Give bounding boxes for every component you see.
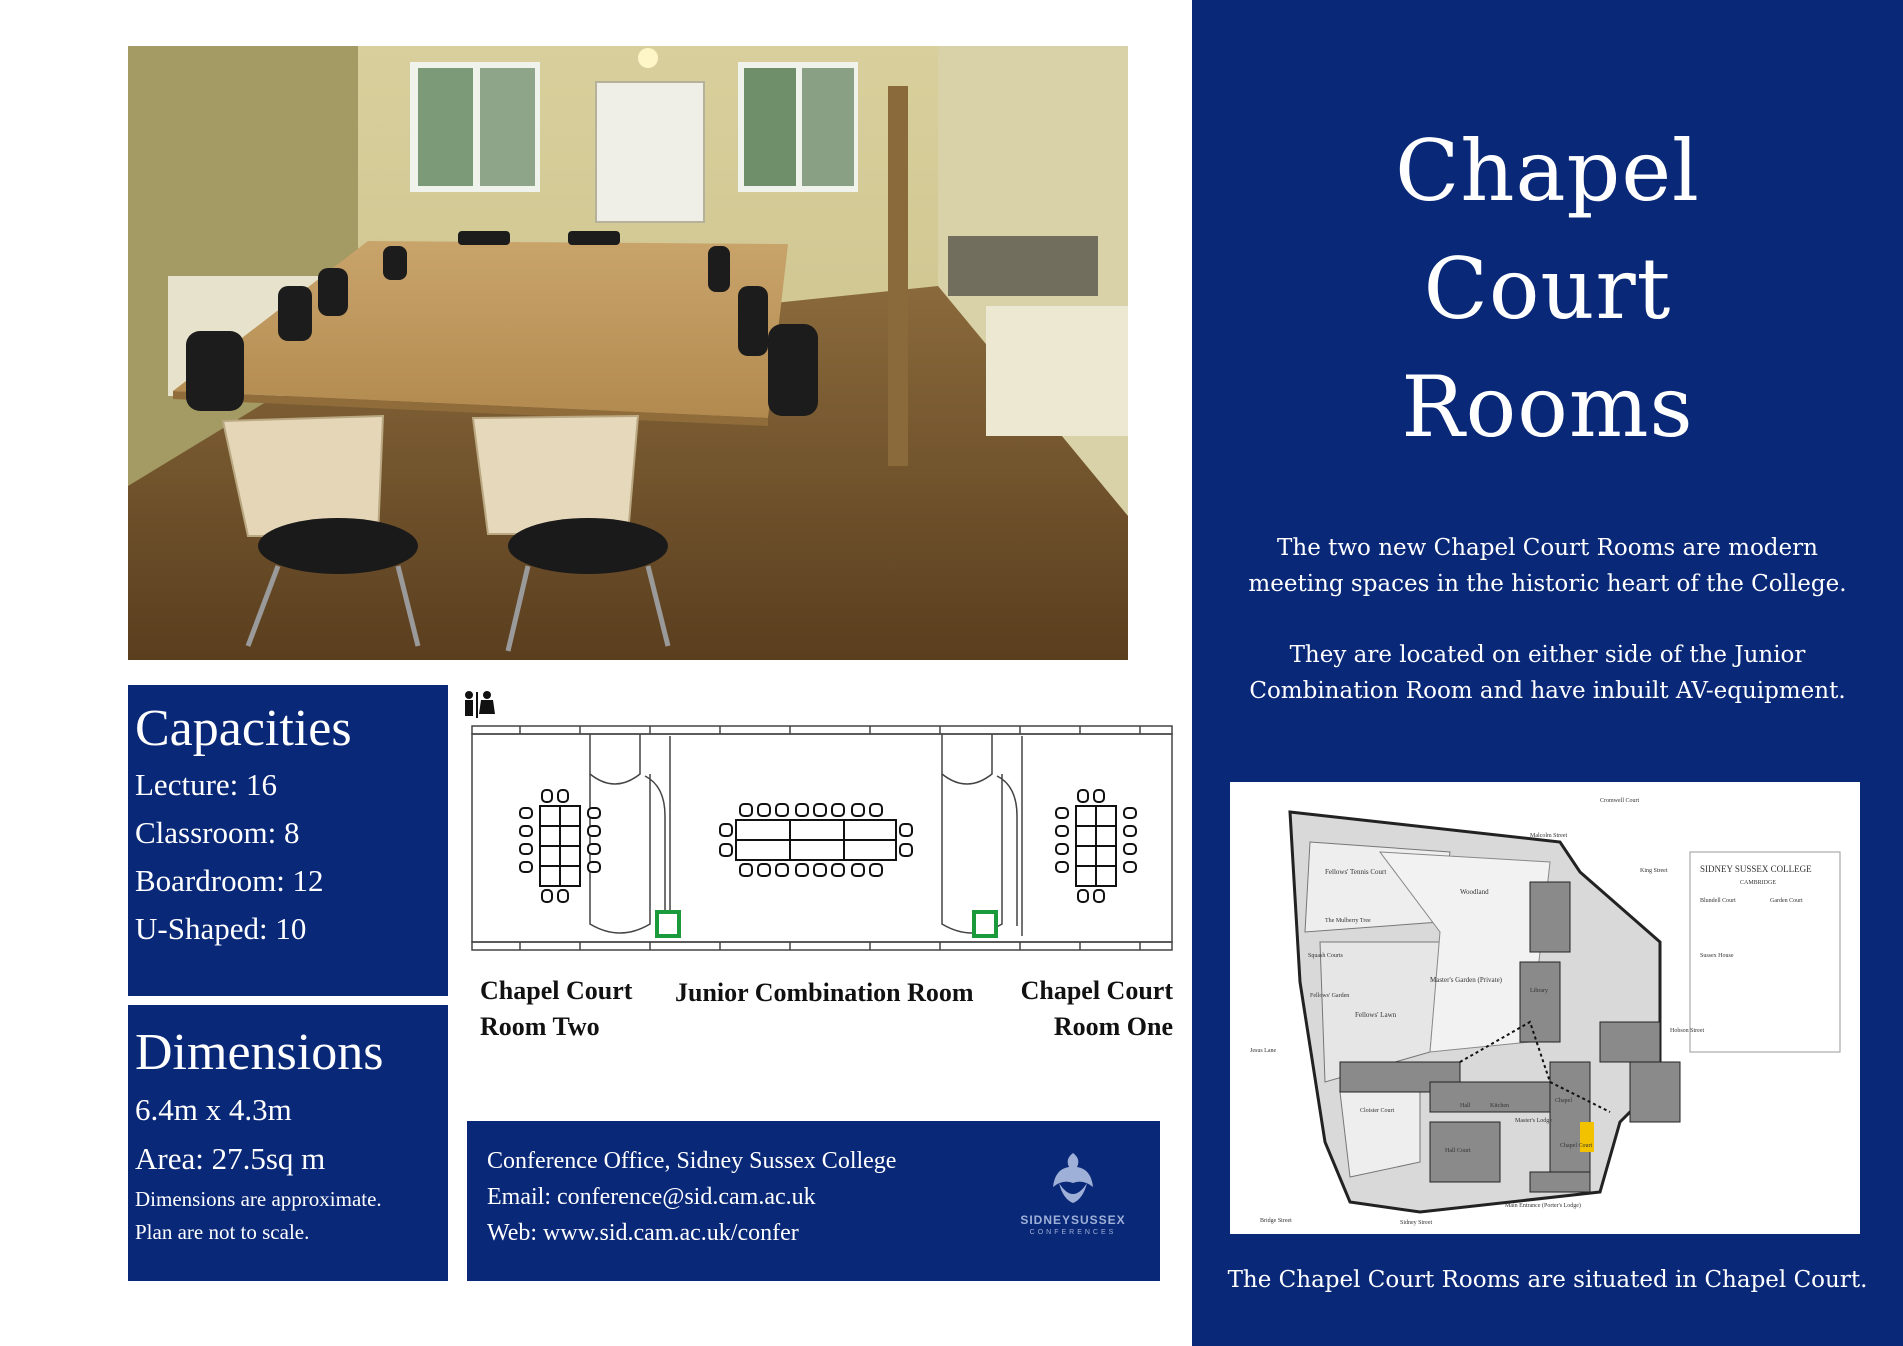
dimensions-panel [128, 1005, 448, 1281]
capacity-boardroom: Boardroom: 12 [135, 863, 324, 898]
map-college-name: SIDNEY SUSSEX COLLEGE [1700, 864, 1812, 874]
sidney-sussex-logo: SIDNEYSUSSEX CONFERENCES [1003, 1147, 1143, 1257]
meeting-room-photo [128, 46, 1128, 660]
map-label-sidney-street: Sidney Street [1400, 1220, 1433, 1226]
map-label-hall: Hall [1460, 1103, 1471, 1109]
dimensions-note-approx: Dimensions are approximate. [135, 1187, 382, 1211]
map-caption: The Chapel Court Rooms are situated in Chapel Court. [1227, 1267, 1868, 1293]
jcr-label: Junior Combination Room [675, 978, 974, 1007]
map-label-blundell: Blundell Court [1700, 898, 1736, 904]
contact-web[interactable]: Web: www.sid.cam.ac.uk/confer [487, 1220, 799, 1246]
map-label-hobson-street: Hobson Street [1670, 1028, 1705, 1034]
map-label-hall-court: Hall Court [1445, 1148, 1471, 1154]
map-label-sussex-house: Sussex House [1700, 953, 1734, 959]
map-label-mulberry: The Mulberry Tree [1325, 918, 1371, 924]
contact-office: Conference Office, Sidney Sussex College [487, 1148, 897, 1174]
room-one-label: Chapel Court Room One [1020, 976, 1173, 1041]
page-title: Chapel Court Rooms [1395, 122, 1700, 456]
college-map [1230, 782, 1860, 1234]
capacity-lecture: Lecture: 16 [135, 767, 278, 802]
map-label-fellows-lawn: Fellows' Lawn [1355, 1011, 1397, 1019]
map-label-king-street: King Street [1640, 868, 1668, 874]
room-two-label: Chapel Court Room Two [480, 976, 633, 1041]
map-label-jesus-lane: Jesus Lane [1250, 1048, 1277, 1054]
dimensions-size: 6.4m x 4.3m [135, 1092, 292, 1127]
map-label-library: Library [1530, 988, 1548, 994]
dimensions-heading: Dimensions [135, 1024, 384, 1081]
map-label-bridge-street: Bridge Street [1260, 1218, 1292, 1224]
dimensions-note-scale: Plan are not to scale. [135, 1220, 310, 1244]
capacity-classroom: Classroom: 8 [135, 815, 300, 850]
map-label-garden: Garden Court [1770, 898, 1803, 904]
map-label-cromwell: Cromwell Court [1600, 798, 1640, 804]
capacity-u-shaped: U-Shaped: 10 [135, 911, 307, 946]
map-label-main-entrance: Main Entrance (Porter's Lodge) [1505, 1203, 1581, 1209]
map-label-masters-lodge: Master's Lodge [1515, 1118, 1552, 1124]
map-label-squash: Squash Courts [1308, 953, 1343, 959]
capacities-panel [128, 685, 448, 996]
intro-paragraph-2: They are located on either side of the Junior Combination Room and have inbuilt AV-equipment. [1249, 642, 1846, 704]
map-label-chapel: Chapel [1555, 1098, 1572, 1104]
map-city: CAMBRIDGE [1740, 880, 1777, 886]
crest-icon [1003, 1147, 1143, 1211]
dimensions-area: Area: 27.5sq m [135, 1141, 326, 1176]
map-label-malcolm-street: Malcolm Street [1530, 833, 1568, 839]
map-label-masters-garden: Master's Garden (Private) [1430, 976, 1503, 984]
map-label-woodland: Woodland [1460, 888, 1489, 896]
toilet-icon [465, 691, 495, 718]
capacities-heading: Capacities [135, 700, 352, 757]
map-label-chapel-court: Chapel Court [1560, 1143, 1593, 1149]
intro-paragraph-1: The two new Chapel Court Rooms are modern meeting spaces in the historic heart of the College. [1248, 535, 1847, 597]
map-label-fellows-garden: Fellows' Garden [1310, 993, 1350, 999]
map-label-kitchen: Kitchen [1490, 1103, 1509, 1109]
contact-email[interactable]: Email: conference@sid.cam.ac.uk [487, 1184, 816, 1210]
right-panel [1192, 0, 1903, 1346]
map-label-tennis: Fellows' Tennis Court [1325, 868, 1387, 876]
contact-panel [467, 1121, 1160, 1281]
map-label-cloister: Cloister Court [1360, 1108, 1395, 1114]
